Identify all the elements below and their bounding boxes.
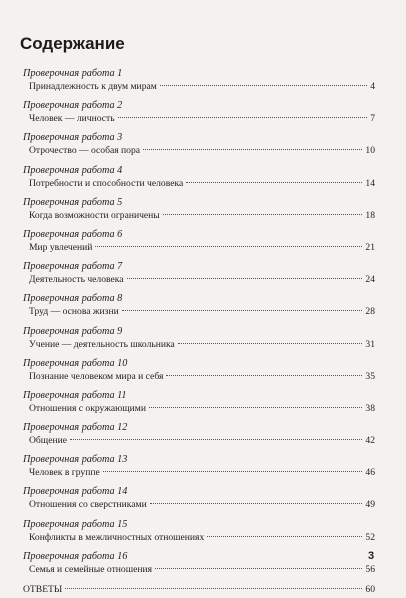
dot-leader (103, 471, 363, 472)
toc-entry-kicker: Проверочная работа 7 (23, 261, 123, 273)
toc-entry-kicker: Проверочная работа 9 (23, 325, 123, 337)
toc-entry[interactable] (23, 358, 375, 390)
toc-entry-topic: Отрочество — особая пора (29, 145, 141, 157)
toc-entry-topic: Познание человеком мира и себя (29, 370, 164, 382)
toc-entry-line (23, 435, 375, 448)
toc-answers-entry[interactable] (23, 584, 375, 598)
toc-entry[interactable] (23, 454, 375, 486)
answers-page: 60 (365, 584, 375, 595)
toc-entry[interactable] (23, 261, 375, 293)
toc-entry-kicker: Проверочная работа 16 (23, 550, 128, 562)
toc-entry-page: 10 (365, 145, 375, 157)
answers-label: ОТВЕТЫ (23, 584, 63, 595)
page-number: 3 (368, 550, 375, 562)
toc-entry-kicker: Проверочная работа 15 (23, 518, 128, 530)
dot-leader (160, 85, 367, 86)
toc-entry-kicker: Проверочная работа 11 (23, 389, 127, 401)
toc-entry-topic: Мир увлечений (29, 241, 93, 253)
toc-entry[interactable] (23, 132, 375, 164)
toc-entry[interactable] (23, 197, 375, 229)
toc-entry-topic: Потребности и способности человека (29, 177, 184, 189)
dot-leader (65, 588, 362, 589)
toc-entry-line (23, 532, 375, 545)
toc-entry[interactable] (23, 422, 375, 454)
dot-leader (127, 278, 363, 279)
page-title: Содержание (20, 34, 125, 53)
dot-leader (186, 182, 362, 183)
toc-entry-kicker: Проверочная работа 14 (23, 486, 128, 498)
toc-entry[interactable] (23, 68, 375, 100)
toc-entry-line (23, 339, 375, 352)
toc-entry-kicker: Проверочная работа 5 (23, 196, 123, 208)
toc-entry-page: 7 (370, 113, 375, 125)
toc-entry-topic: Труд — основа жизни (29, 306, 119, 318)
toc-entry-line (23, 499, 375, 512)
toc-entry-page: 14 (365, 177, 375, 189)
toc-entry-kicker: Проверочная работа 1 (23, 68, 123, 79)
dot-leader (163, 214, 363, 215)
toc-entry-line (23, 371, 375, 384)
toc-entry-topic: Общение (29, 435, 67, 447)
dot-leader (149, 407, 362, 408)
toc-entry-page: 52 (365, 531, 375, 543)
dot-leader (70, 439, 362, 440)
toc-entries (23, 68, 375, 583)
dot-leader (166, 375, 362, 376)
dot-leader (143, 149, 362, 150)
toc-entry-line (23, 242, 375, 255)
toc-entry-page: 31 (365, 338, 375, 350)
toc-entry[interactable] (23, 165, 375, 197)
toc-entry-line (23, 145, 375, 158)
toc-entry-line (23, 210, 375, 223)
toc-entry-kicker: Проверочная работа 3 (23, 132, 123, 144)
toc-entry-line (23, 403, 375, 416)
toc-entry-page: 24 (365, 274, 375, 286)
toc-entry-topic: Отношения со сверстниками (29, 499, 147, 511)
dot-leader (95, 246, 362, 247)
toc-entry-kicker: Проверочная работа 13 (23, 454, 128, 466)
toc-entry-topic: Семья и семейные отношения (29, 563, 153, 575)
toc-entry-topic: Конфликты в межличностных отношениях (29, 531, 205, 543)
toc-entry-kicker: Проверочная работа 10 (23, 357, 128, 369)
toc-entry-page: 4 (370, 81, 375, 92)
toc-entry-page: 46 (365, 467, 375, 479)
toc-entry-kicker: Проверочная работа 12 (23, 422, 128, 434)
dot-leader (118, 117, 368, 118)
toc-entry-line (23, 467, 375, 480)
dot-leader (155, 568, 362, 569)
toc-entry-line (23, 274, 375, 287)
toc-entry[interactable] (23, 390, 375, 422)
toc-entry-kicker: Проверочная работа 4 (23, 164, 123, 176)
toc-entry-page: 56 (365, 563, 375, 575)
toc-entry-page: 42 (365, 435, 375, 447)
toc-entry-page: 21 (365, 241, 375, 253)
toc-entry-line (23, 81, 375, 94)
toc-entry-page: 49 (365, 499, 375, 511)
toc-entry[interactable] (23, 293, 375, 325)
toc-entry[interactable] (23, 326, 375, 358)
toc-entry-page: 28 (365, 306, 375, 318)
toc-entry-topic: Отношения с окружающими (29, 402, 147, 414)
toc-entry[interactable] (23, 229, 375, 261)
toc-entry-topic: Человек — личность (29, 113, 115, 125)
toc-entry-topic: Когда возможности ограничены (29, 209, 160, 221)
dot-leader (150, 503, 363, 504)
toc-entry-line (23, 113, 375, 126)
dot-leader (178, 343, 363, 344)
toc-entry-page: 35 (365, 370, 375, 382)
toc-entry-kicker: Проверочная работа 2 (23, 100, 123, 112)
toc-entry-line (23, 306, 375, 319)
toc-entry-page: 18 (365, 209, 375, 221)
toc-entry-topic: Человек в группе (29, 467, 100, 479)
dot-leader (122, 310, 363, 311)
toc-entry-page: 38 (365, 402, 375, 414)
toc-entry[interactable] (23, 551, 375, 583)
table-of-contents (23, 68, 375, 598)
toc-entry-line (23, 178, 375, 191)
dot-leader (207, 536, 362, 537)
toc-entry-kicker: Проверочная работа 6 (23, 228, 123, 240)
toc-entry[interactable] (23, 100, 375, 132)
toc-entry[interactable] (23, 519, 375, 551)
toc-entry-topic: Деятельность человека (29, 274, 124, 286)
toc-entry-topic: Принадлежность к двум мирам (29, 81, 157, 92)
toc-entry[interactable] (23, 486, 375, 518)
toc-entry-topic: Учение — деятельность школьника (29, 338, 175, 350)
toc-entry-kicker: Проверочная работа 8 (23, 293, 123, 305)
toc-entry-line (23, 564, 375, 577)
